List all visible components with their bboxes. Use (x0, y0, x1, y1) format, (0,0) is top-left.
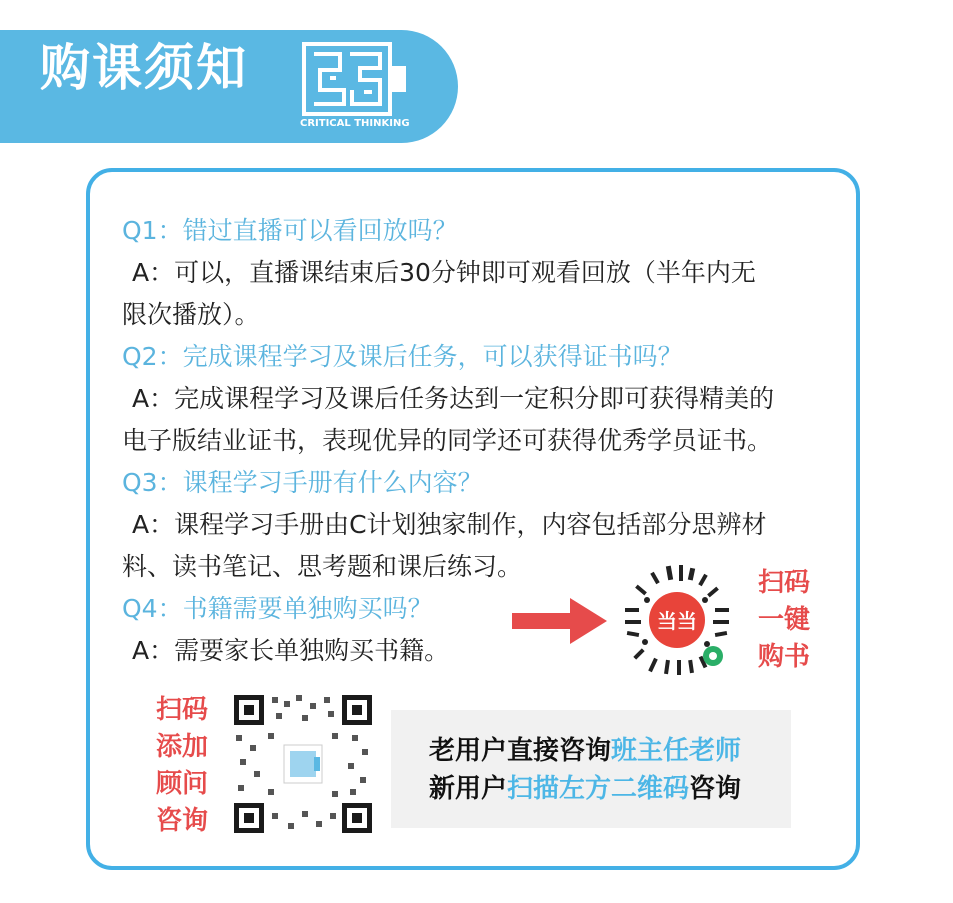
faq-question: Q1：错过直播可以看回放吗？ (122, 216, 458, 245)
faq-answer: A：可以，直播课结束后30分钟即可观看回放（半年内无 (132, 258, 756, 287)
faq-answer-cont: 限次播放）。 (122, 300, 260, 329)
dangdang-logo-text: 当当 (657, 609, 697, 633)
critical-thinking-logo (300, 40, 408, 132)
consultant-qr-code[interactable] (232, 693, 374, 835)
new-user-line (429, 768, 741, 805)
label-line: 咨询 (156, 806, 209, 836)
logo-text: CRITICAL THINKING (300, 118, 410, 129)
new-user-text: 新用户 (429, 774, 508, 804)
faq-answer-cont: 电子版结业证书，表现优异的同学还可获得优秀学员证书。 (122, 426, 773, 455)
old-user-highlight: 班主任老师 (611, 736, 742, 766)
label-line: 购书 (758, 642, 811, 672)
label-line: 一键 (758, 605, 811, 635)
consult-label (156, 692, 208, 840)
label-line: 扫码 (758, 568, 811, 598)
old-user-text: 老用户直接咨询 (429, 736, 612, 766)
new-user-suffix: 咨询 (689, 774, 742, 804)
label-line: 顾问 (156, 769, 209, 799)
faq-answer-cont: 料、读书笔记、思考题和课后练习。 (122, 552, 523, 581)
faq-question: Q2：完成课程学习及课后任务，可以获得证书吗？ (122, 342, 683, 371)
label-line: 扫码 (156, 695, 209, 725)
buy-book-qr-code[interactable] (617, 560, 737, 680)
right-arrow-icon (512, 598, 607, 644)
maze-logo-icon (300, 40, 408, 118)
old-user-line (429, 730, 741, 767)
buy-book-label (758, 565, 810, 676)
faq-question: Q3：课程学习手册有什么内容？ (122, 468, 483, 497)
faq-question: Q4：书籍需要单独购买吗？ (122, 594, 433, 623)
label-line: 添加 (156, 732, 209, 762)
faq-answer: A：完成课程学习及课后任务达到一定积分即可获得精美的 (132, 384, 775, 413)
faq-answer: A：需要家长单独购买书籍。 (132, 636, 450, 665)
new-user-highlight: 扫描左方二维码 (507, 774, 690, 804)
page-title: 购课须知 (40, 39, 248, 97)
consult-info-box (391, 710, 791, 828)
faq-answer: A：课程学习手册由C计划独家制作，内容包括部分思辨材 (132, 510, 767, 539)
